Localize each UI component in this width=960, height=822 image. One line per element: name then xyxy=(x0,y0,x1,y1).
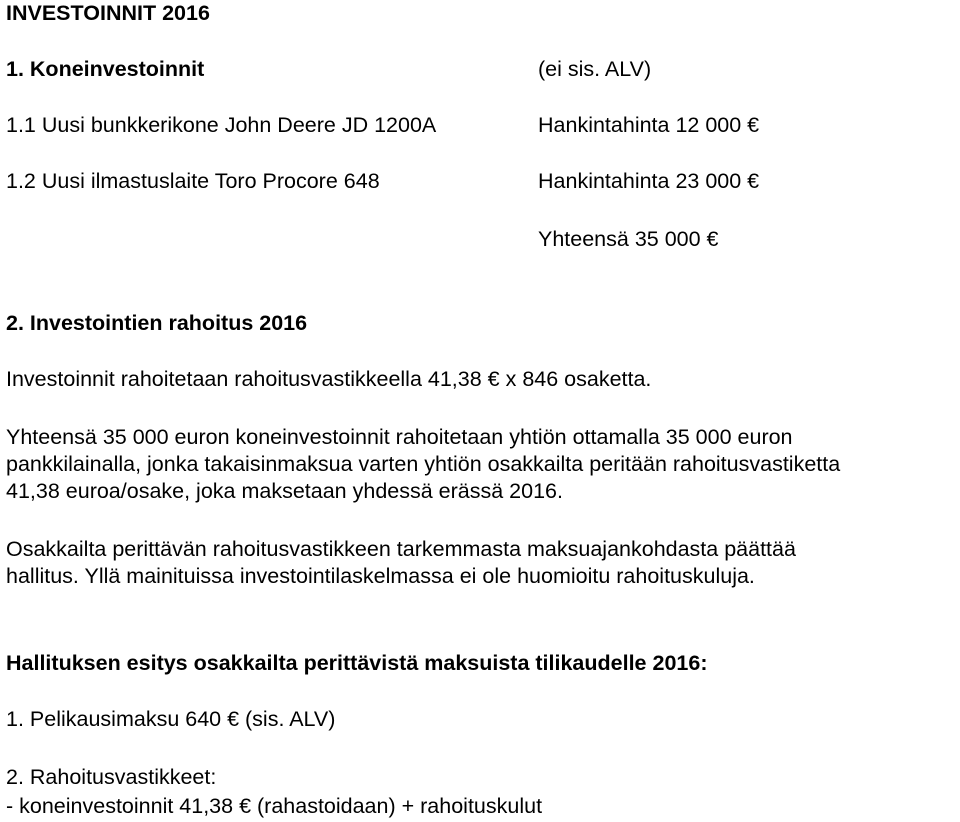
section2-paragraph-2 xyxy=(6,536,958,590)
item-2-name: 1.2 Uusi ilmastuslaite Toro Procore 648 xyxy=(6,169,380,193)
document-title: INVESTOINNIT 2016 xyxy=(6,1,210,25)
paragraph-line: pankkilainalla, jonka takaisinmaksua varten yhtiön osakkailta peritään rahoitusvastiketta xyxy=(6,452,841,476)
item-1-name: 1.1 Uusi bunkkerikone John Deere JD 1200A xyxy=(6,113,437,137)
section1-note: (ei sis. ALV) xyxy=(538,57,652,81)
paragraph-line: Yhteensä 35 000 euron koneinvestoinnit rahoitetaan yhtiön ottamalla 35 000 euron xyxy=(6,425,793,449)
section1-total: Yhteensä 35 000 € xyxy=(538,227,719,251)
proposal-item-2-sub: - koneinvestoinnit 41,38 € (rahastoidaan) + rahoituskulut xyxy=(6,794,543,818)
section2-line1: Investoinnit rahoitetaan rahoitusvastikkeella 41,38 € x 846 osaketta. xyxy=(6,367,652,391)
item-2-price: Hankintahinta 23 000 € xyxy=(538,169,760,193)
proposal-item-2: 2. Rahoitusvastikkeet: xyxy=(6,765,217,789)
proposal-heading: Hallituksen esitys osakkailta perittävistä maksuista tilikaudelle 2016: xyxy=(6,651,708,675)
paragraph-line: hallitus. Yllä mainituissa investointilaskelmassa ei ole huomioitu rahoituskuluja. xyxy=(6,564,755,588)
proposal-item-1: 1. Pelikausimaksu 640 € (sis. ALV) xyxy=(6,707,336,731)
section2-heading: 2. Investointien rahoitus 2016 xyxy=(6,311,308,335)
section1-heading: 1. Koneinvestoinnit xyxy=(6,57,205,81)
paragraph-line: Osakkailta perittävän rahoitusvastikkeen tarkemmasta maksuajankohdasta päättää xyxy=(6,537,796,561)
section2-paragraph-1 xyxy=(6,424,958,505)
paragraph-line: 41,38 euroa/osake, joka maksetaan yhdessä erässä 2016. xyxy=(6,479,563,503)
item-1-price: Hankintahinta 12 000 € xyxy=(538,113,760,137)
